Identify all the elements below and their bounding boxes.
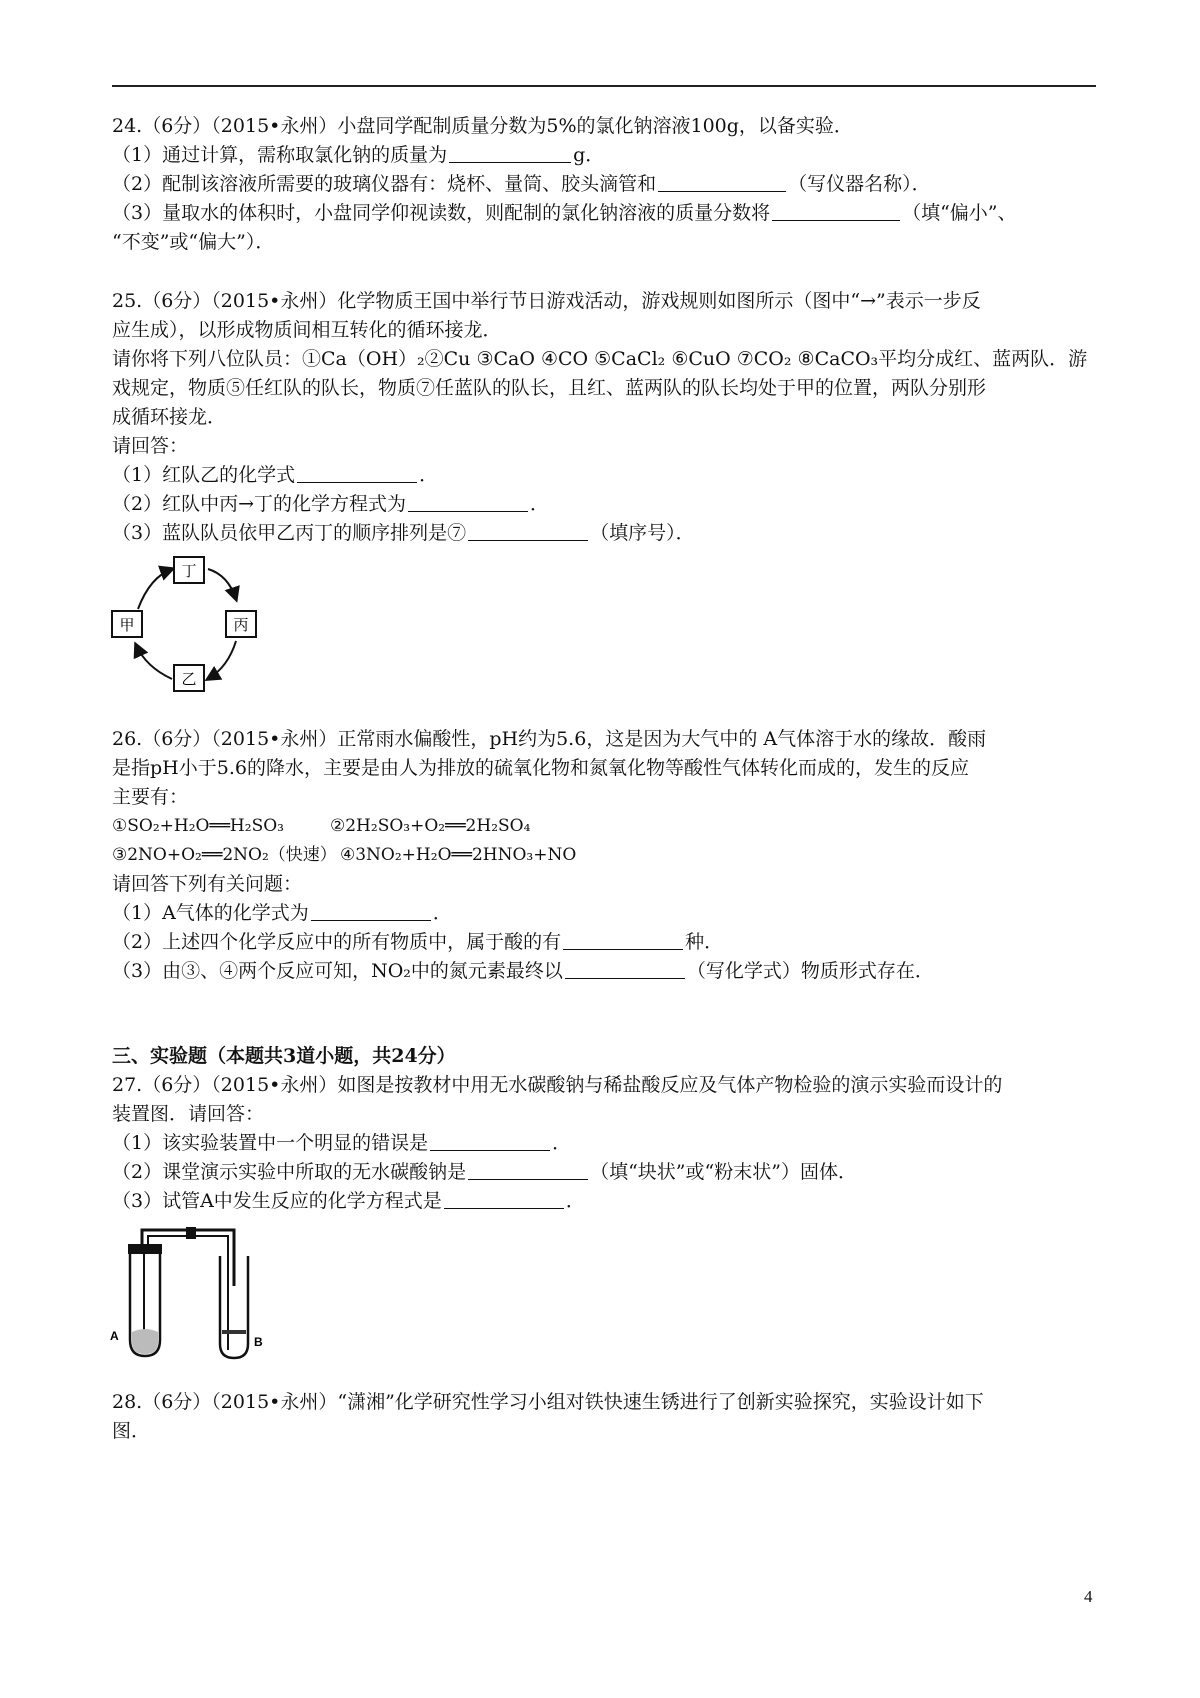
q24-blank-1[interactable] xyxy=(449,142,571,163)
arrow-bing-to-yi xyxy=(208,641,236,679)
q27-blank-3[interactable] xyxy=(444,1188,564,1209)
apparatus-figure xyxy=(108,1222,288,1362)
q27-stem-2: 装置图．请回答： xyxy=(112,1103,265,1125)
q25-blank-3[interactable] xyxy=(468,520,588,541)
q25-part1-text: （1）红队乙的化学式 xyxy=(112,464,296,486)
q24-part2-suffix: （写仪器名称）． xyxy=(788,173,931,195)
q26-eq-1: ①SO₂+H₂O══H₂SO₃ xyxy=(112,816,284,836)
q25-ask: 请回答： xyxy=(112,435,189,457)
header-rule xyxy=(112,85,1096,87)
q25-stem-4: 戏规定，物质⑤任红队的队长，物质⑦任蓝队的队长，且红、蓝两队的队长均处于甲的位置，两队分别形 xyxy=(112,377,987,399)
q25-blank-2[interactable] xyxy=(408,491,528,512)
liquid-level-b xyxy=(222,1330,246,1334)
q24-blank-3[interactable] xyxy=(772,200,900,221)
q26-part2-suffix: 种． xyxy=(685,931,724,953)
label-ding: 丁 xyxy=(181,562,197,580)
label-a: A xyxy=(110,1329,119,1343)
label-bing: 丙 xyxy=(233,616,249,634)
q25-blank-1[interactable] xyxy=(297,462,417,483)
q26-part1-suffix: ． xyxy=(432,902,452,924)
q24-part1 xyxy=(112,141,604,169)
label-yi: 乙 xyxy=(181,670,197,688)
q27-part1 xyxy=(112,1129,571,1157)
q25-part3 xyxy=(112,519,695,547)
q24-part1-suffix: g． xyxy=(573,144,605,166)
q25-part3-text: （3）蓝队队员依甲乙丙丁的顺序排列是⑦ xyxy=(112,522,467,544)
q27-part1-text: （1）该实验装置中一个明显的错误是 xyxy=(112,1132,429,1154)
q26-eq-row-2 xyxy=(112,841,577,869)
q28-stem-1: 28.（6分）（2015•永州）“潇湘”化学研究性学习小组对铁快速生锈进行了创新实验探究，实验设计如下 xyxy=(112,1391,984,1413)
q26-part3-text: （3）由③、④两个反应可知，NO₂中的氮元素最终以 xyxy=(112,960,563,982)
arrow-ding-to-bing xyxy=(208,569,236,599)
q26-blank-3[interactable] xyxy=(565,958,685,979)
q26-eq-row-1 xyxy=(112,812,531,840)
q25-part2 xyxy=(112,490,549,518)
q26-part1 xyxy=(112,899,452,927)
q25-stem-2: 应生成），以形成物质间相互转化的循环接龙． xyxy=(112,319,502,341)
q25-stem-3: 请你将下列八位队员：①Ca（OH）₂②Cu ③CaO ④CO ⑤CaCl₂ ⑥CuO ⑦CO₂ ⑧CaCO₃平均分成红、蓝两队．游 xyxy=(112,348,1088,370)
q26-stem-2: 是指pH小于5.6的降水，主要是由人为排放的硫氧化物和氮氧化物等酸性气体转化而成的，发生的反应 xyxy=(112,757,969,779)
q27-part3-suffix: ． xyxy=(565,1190,585,1212)
stopper-a xyxy=(128,1244,162,1254)
solid-in-a xyxy=(132,1329,158,1354)
q26-stem-1: 26.（6分）（2015•永州）正常雨水偏酸性，pH约为5.6，这是因为大气中的 A气体溶于水的缘故．酸雨 xyxy=(112,728,987,750)
q26-eq-3: ③2NO+O₂══2NO₂（快速） xyxy=(112,845,337,865)
q28-stem-2: 图． xyxy=(112,1420,151,1442)
arrow-jia-to-ding xyxy=(138,569,172,609)
q25-part1-suffix: ． xyxy=(419,464,439,486)
q24-part3 xyxy=(112,199,1017,227)
q25-part1 xyxy=(112,461,438,489)
cycle-diagram xyxy=(110,555,280,695)
q25-stem-1: 25.（6分）（2015•永州）化学物质王国中举行节日游戏活动，游戏规则如图所示（图中“→”表示一步反 xyxy=(112,290,981,312)
q26-part2 xyxy=(112,928,723,956)
q24-part3-text: （3）量取水的体积时，小盘同学仰视读数，则配制的氯化钠溶液的质量分数将 xyxy=(112,202,771,224)
section-3-heading: 三、实验题（本题共3道小题，共24分） xyxy=(112,1045,456,1067)
q27-part2-suffix: （填“块状”或“粉末状”）固体． xyxy=(590,1161,857,1183)
q24-part2 xyxy=(112,170,931,198)
q26-part1-text: （1）A气体的化学式为 xyxy=(112,902,309,924)
q26-blank-2[interactable] xyxy=(563,929,683,950)
q24-part1-text: （1）通过计算，需称取氯化钠的质量为 xyxy=(112,144,448,166)
q24-part3-cont: “不变”或“偏大”）． xyxy=(112,231,275,253)
label-jia: 甲 xyxy=(119,616,135,634)
q26-part3-suffix: （写化学式）物质形式存在． xyxy=(686,960,934,982)
q27-part3 xyxy=(112,1187,585,1215)
arrow-yi-to-jia xyxy=(136,645,172,679)
q26-eq-2: ②2H₂SO₃+O₂══2H₂SO₄ xyxy=(330,816,531,836)
page-number: 4 xyxy=(1084,1587,1093,1606)
q26-blank-1[interactable] xyxy=(311,900,431,921)
q27-part1-suffix: ． xyxy=(552,1132,572,1154)
tube-connector xyxy=(186,1227,196,1239)
q27-part2 xyxy=(112,1158,857,1186)
q27-blank-2[interactable] xyxy=(468,1159,588,1180)
q25-part2-text: （2）红队中丙→丁的化学方程式为 xyxy=(112,493,407,515)
q25-part2-suffix: ． xyxy=(530,493,550,515)
q27-part3-text: （3）试管A中发生反应的化学方程式是 xyxy=(112,1190,442,1212)
q27-blank-1[interactable] xyxy=(430,1130,550,1151)
q26-part3 xyxy=(112,957,934,985)
q26-eq-4: ④3NO₂+H₂O══2HNO₃+NO xyxy=(340,845,577,865)
q24-part2-text: （2）配制该溶液所需要的玻璃仪器有：烧杯、量筒、胶头滴管和 xyxy=(112,173,657,195)
q25-stem-5: 成循环接龙． xyxy=(112,406,227,428)
q26-part2-text: （2）上述四个化学反应中的所有物质中，属于酸的有 xyxy=(112,931,562,953)
q26-ask: 请回答下列有关问题： xyxy=(112,873,303,895)
label-b: B xyxy=(254,1335,263,1349)
q27-part2-text: （2）课堂演示实验中所取的无水碳酸钠是 xyxy=(112,1161,467,1183)
q24-blank-2[interactable] xyxy=(658,171,786,192)
q27-stem-1: 27.（6分）（2015•永州）如图是按教材中用无水碳酸钠与稀盐酸反应及气体产物检验的演示实验而设计的 xyxy=(112,1074,1003,1096)
q25-part3-suffix: （填序号）． xyxy=(590,522,695,544)
q26-stem-3: 主要有： xyxy=(112,786,189,808)
q24-part3-suffix: （填“偏小”、 xyxy=(902,202,1017,224)
q24-stem: 24.（6分）（2015•永州）小盘同学配制质量分数为5%的氯化钠溶液100g，以备实验． xyxy=(112,115,853,137)
